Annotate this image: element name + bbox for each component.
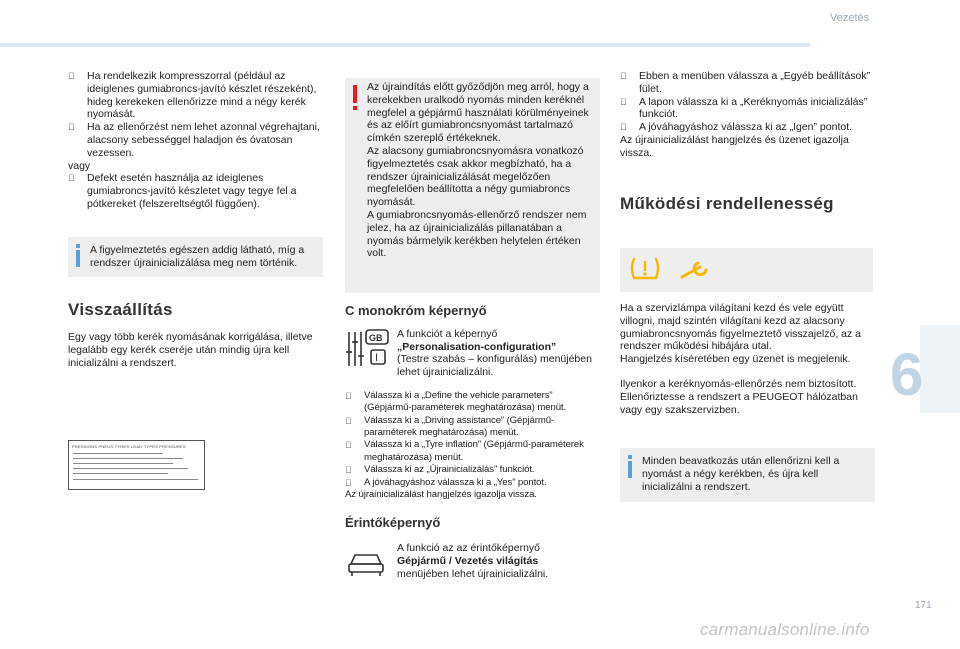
fault-text: Ha a szervizlámpa világítani kezd és vele együtt villogni, majd szintén világítani kezd az alacsony gumiabroncsnyomás figyelmeztető visszajelző, az a rendszer működési hibájára utal. Hangjelzés kíséretében egy üzenet is megjelenik. Ilyenkor a keréknyomás-ellenőrzés nem biztosított. Ellenőriztesse a rendszert a PEUGEOT hálózatban vagy egy szakszervizben. Minden beavatkozás után ellenőrizni kell a nyomást a négy kerékben, és újra kell inicializálni a rendszert.: [620, 302, 875, 502]
info-box: A figyelmeztetés egészen addig látható, míg a rendszer újrainicializálása meg nem történik.: [68, 237, 323, 278]
warning-icon: [353, 85, 357, 111]
step-item: Válassza ki a „Driving assistance” (Gépjármű-paraméterek meghatározása) menüt.: [364, 414, 555, 439]
restore-title: Visszaállítás: [68, 300, 173, 320]
info-icon: [76, 244, 80, 268]
chapter-tab: [920, 325, 960, 413]
mono-confirm: Az újrainicializálást hangjelzés igazolja vissza.: [345, 489, 537, 501]
restore-text: Egy vagy több kerék nyomásának korrigálása, illetve legalább egy kerék cseréje után mindig újra kell inicializálni a rendszert.: [68, 331, 313, 369]
info-box: Minden beavatkozás után ellenőrizni kell a nyomást a négy kerékben, és újra kell inicializálni a rendszert.: [620, 448, 875, 501]
touch-confirm: Az újrainicializálást hangjelzés és üzenet igazolja vissza.: [620, 133, 849, 159]
column-3: [620, 70, 875, 213]
header-rule-right: [480, 43, 810, 47]
bullet-icon: [68, 172, 75, 185]
bullet-icon: [68, 70, 75, 83]
mono-steps: [345, 390, 600, 502]
tyre-pressure-label-image: [68, 440, 205, 490]
touch-intro: A funkció az az érintőképernyő Gépjármű / Vezetés világítás menüjében lehet újrainicializálni.: [345, 542, 600, 582]
step-item: A lapon válassza ki a „Keréknyomás inicializálás” funkciót.: [639, 95, 868, 121]
step-item: A jóváhagyáshoz válassza ki az „Igen” pontot.: [639, 121, 853, 134]
bullet-item: Defekt esetén használja az ideiglenes gumiabroncs-javító készletet vagy tegye fel a pótkereket (felszereltségtől függően).: [68, 172, 323, 210]
bullet-item: Ha rendelkezik kompresszorral (például az ideiglenes gumiabroncs-javító készlet részeként), hideg kerekeken ellenőrizze mind a négy kerék nyomását.: [68, 70, 323, 121]
touch-screen-title: Érintőképernyő: [345, 515, 441, 531]
bullet-icon: [68, 121, 75, 134]
step-item: Ebben a menüben válassza a „Egyéb beállítások” fület.: [639, 70, 871, 95]
chapter-number: 6: [890, 341, 924, 408]
info-icon: [628, 455, 632, 479]
car-icon: [345, 542, 387, 584]
step-item: Válassza ki a „Define the vehicle parameters” (Gépjármű-paraméterek meghatározása) menüt.: [364, 389, 567, 414]
bullet-item: Ha az ellenőrzést nem lehet azonnal végrehajtani, alacsony sebességgel haladjon és óvatosan vezessen.: [68, 121, 323, 159]
fault-title: Működési rendellenesség: [620, 193, 834, 213]
mono-screen-title: C monokróm képernyő: [345, 303, 487, 318]
or-word: vagy: [68, 159, 91, 172]
tyre-warning-icon: [628, 256, 662, 289]
fault-icons-box: [620, 248, 873, 292]
column-1: [68, 70, 323, 370]
section-title: Vezetés: [830, 12, 870, 24]
step-item: Válassza ki a „Tyre inflation” (Gépjármű-paraméterek meghatározása) menüt.: [364, 439, 584, 463]
wrench-icon: [678, 259, 710, 286]
page-number: 171: [915, 600, 932, 611]
step-item: Válassza ki az „Újrainicializálás” funkciót.: [364, 464, 535, 476]
mono-icon-label: GB: [369, 332, 383, 343]
mono-intro: GB I A funkciót a képernyő „Personalisation-configuration” (Testre szabás – konfigurálás) menüjében lehet újrainicializálni.: [345, 328, 600, 380]
settings-sliders-icon: [345, 328, 387, 370]
warning-box: Az újraindítás előtt győződjön meg arról, hogy a kerekekben uralkodó nyomás minden keréknél megfelel a gépjármű használati körülményeinek és az előírt gumiabroncsnyomást tartalmazó címkén szereplő értékeknek. Az alacsony gumiabroncsnyomásra vonatkozó figyelmeztetés csak akkor megbízható, ha a rendszer újrainicializálását megelőzően megfelelően beállította a négy gumiabroncs nyomását. A gumiabroncsnyomás-ellenőrző rendszer nem jelez, ha az újrainicializálás pillanatában a nyomás bármelyik kerékben helytelen értéken volt.: [345, 78, 600, 293]
watermark: carmanualsonline.info: [700, 620, 870, 639]
step-item: A jóváhagyáshoz válassza ki a „Yes” pontot.: [364, 476, 547, 488]
column-2: [345, 78, 600, 582]
svg-text:I: I: [375, 351, 379, 364]
label-header: PRESSIONS PNEUS·TYRES·LOAD·TYPES PRESSURES: [72, 444, 186, 449]
header-rule-left: [0, 43, 480, 47]
